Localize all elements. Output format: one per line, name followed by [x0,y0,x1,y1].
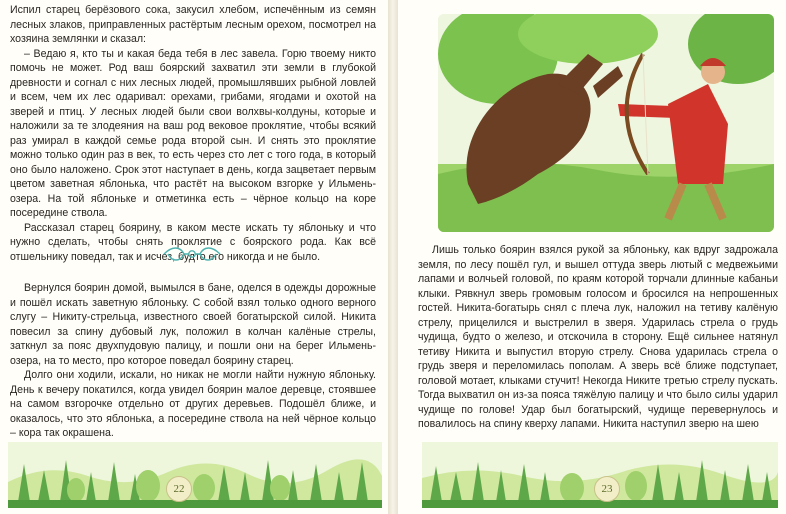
illustration-archer-and-beast [438,14,774,232]
paragraph: Рассказал старец боярину, в каком месте искать ту яблоньку и что нужно сделать, чтобы снять проклятие с боярского рода. Как всё отшельнику поведал, так и исчез, будто его никогда и не было. [10,221,376,263]
paragraph: Долго они ходили, искали, но никак не могли найти нужную яблоньку. День к вечеру покатился, когда увидел боярин малое деревце, стоявшее на самом взгорочке отдельно от других деревьев. Подошёл ближе, и оказалось, что это яблонька, а посередине ствола на ней чёрное кольцо – кора так окрашена. [10,369,376,439]
paragraph: Вернулся боярин домой, вымылся в бане, оделся в одежды дорожные и пошёл искать заветную яблоньку. С собой взял только одного верного слугу – Никиту-стрельца, известного своей богатырской силой. Никита повесил за спину дубовый лук, положил в колчан калёные стрелы, заткнул за пояс двухпудовую палицу, и пошли они на берег Ильмень-озера, на то место, про которое поведал боярину старец. [10,282,376,367]
ornament-divider [160,244,224,264]
paragraph: – Ведаю я, кто ты и какая беда тебя в лес завела. Горю твоему никто помочь не может. Род ваш боярский захватил эти земли в глубокой древности и согнал с них лесных людей, промышлявших рыбной ловлей и всем, чем их лес одаривал: орехами, грибами, ягодами и охотой на зверей и птиц. У лесных людей были свои волхвы-колдуны, которые и наложили за те злодеяния на ваш род вековое проклятие, чтобы всякий раз умирал в каждой семье рода второй сын. И снять это проклятие можно только один раз в век, то есть через сто лет с того года, в который оно было наложено. Срок этот наступает в день, когда зацветает первым цветом заветная яблонька, что растёт на высоком взгорке у Ильмень-озера. На той яблоньке и отметинка есть – чёрное кольцо на коре посередине ствола. [10,47,376,219]
right-page [398,0,786,514]
page-number: 22 [166,476,192,502]
forest-border-image [8,442,382,508]
right-text [418,243,778,432]
paragraph: Лишь только боярин взялся рукой за яблоньку, как вдруг задрожала земля, по лесу пошёл гул, и вышел оттуда зверь лютый с медвежьими лапами и волчьей головой, по краям которой торчали длинные кабаньи клыки. Рявкнул зверь громовым голосом и бросился на непрошенных гостей. Никита-богатырь снял с плеча лук, наложил на тетиву калёную стрелу, прицелился и выстрелил в зверя. Ударилась стрела о грудь чудища, будто о железо, и отскочила в сторону. Ещё сильнее натянул тетиву Никита и выпустил вторую стрелу. Снова ударилась стрела о грудь зверя и переломилась пополам. А зверь всё ближе подступает, головой мотает, клыками стучит! Некогда Никите третью стрелу пускать. Тогда выхватил он из-за пояса тяжёлую палицу и что было силы ударил чудище по голове! Удар был богатырский, чудище перевернулось и повалилось на спину кверху лапами. Никита наступил зверю на шею [418,244,778,430]
paragraph: Испил старец берёзового сока, закусил хлебом, испечённым из семян лесных злаков, приправленных растёртым лесным орехом, посмотрел на хозяина землянки и сказал: [10,4,376,45]
page-number: 23 [594,476,620,502]
book-gutter [388,0,398,514]
left-text-top [10,3,376,264]
left-page [0,0,388,514]
left-text-bottom [10,281,376,441]
